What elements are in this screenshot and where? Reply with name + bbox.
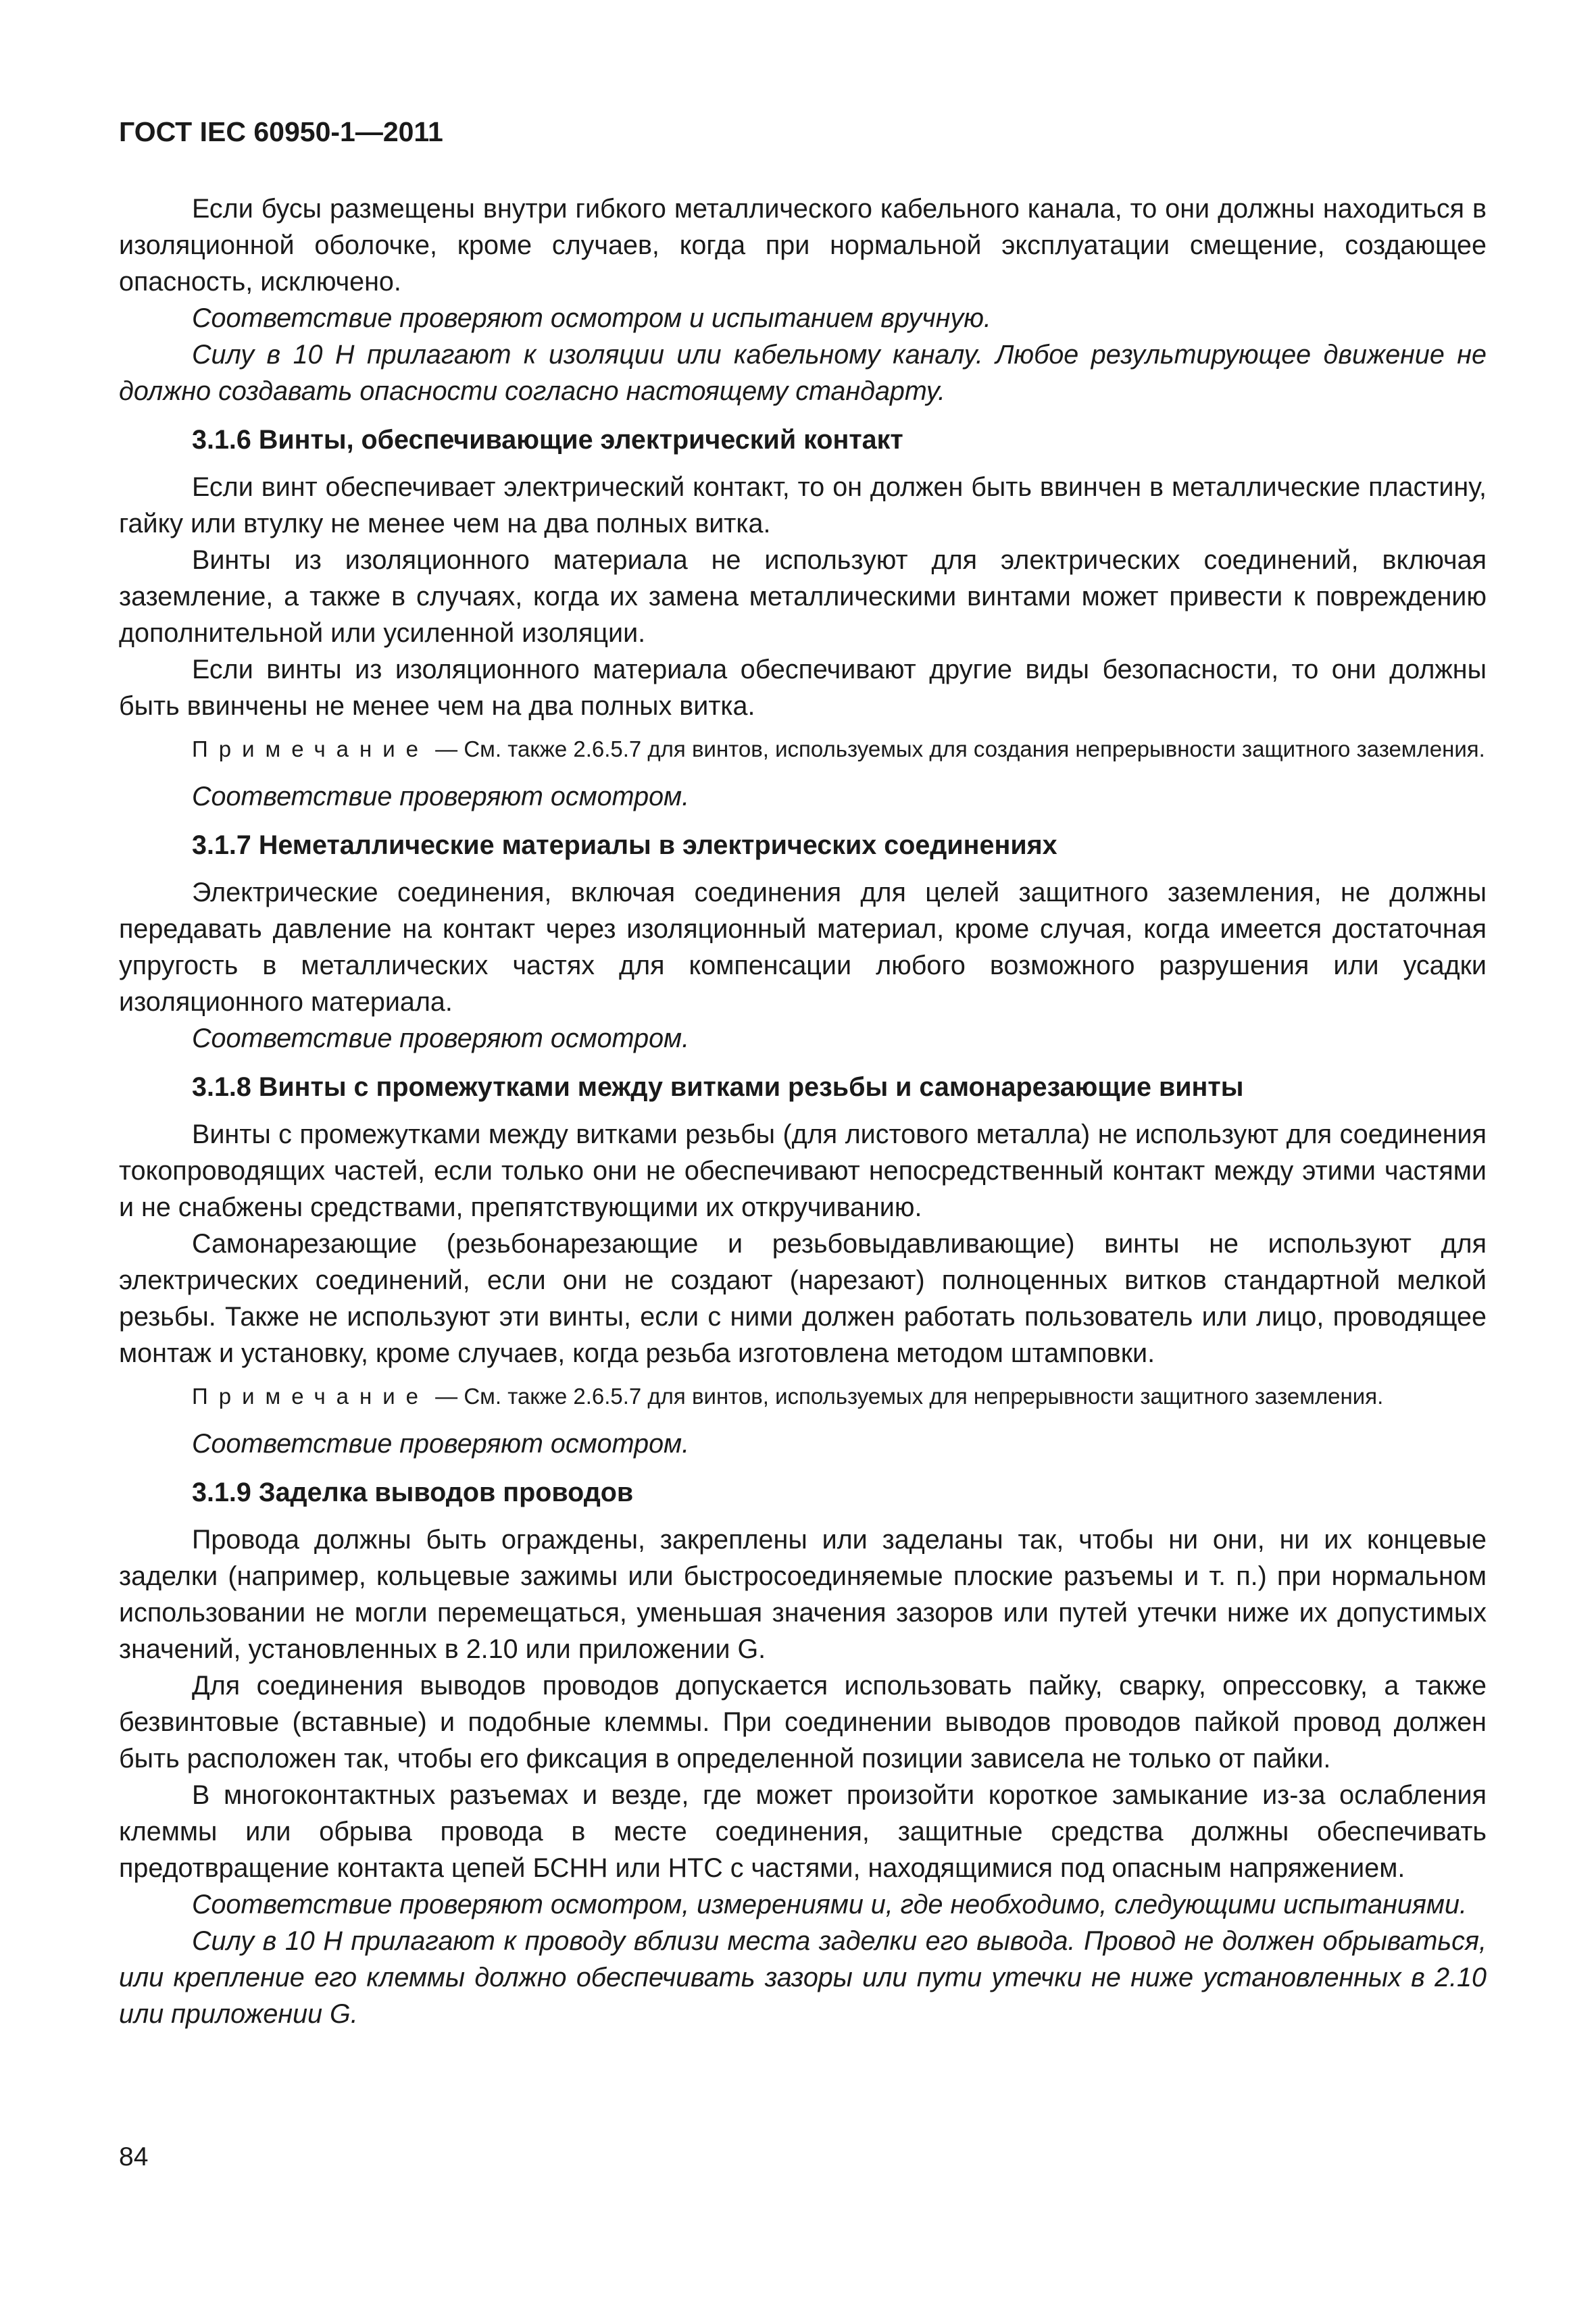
test-text: Силу в 10 Н прилагают к проводу вблизи места заделки его вывода. Провод не должен обрываться, или крепление его клеммы должно обеспечивать зазоры или пути утечки не ниже установленных в 2.10 или приложении G. — [119, 1926, 1487, 2029]
paragraph: В многоконтактных разъемах и везде, где может произойти короткое замыкание из-за ослабления клеммы или обрыва провода в месте соединения, защитные средства должны обеспечивать предотвращение контакта цепей БСНН или НТС с частями, находящимися под опасным напряжением. — [119, 1780, 1487, 1883]
paragraph: Винты с промежутками между витками резьбы (для листового металла) не используют для соединения токопроводящих частей, если только они не обеспечивают непосредственный контакт между этими частями и не снабжены средствами, препятствующими их откручиванию. — [119, 1120, 1487, 1222]
paragraph: Если винт обеспечивает электрический контакт, то он должен быть ввинчен в металлические пластину, гайку или втулку не менее чем на два полных витка. — [119, 472, 1487, 538]
note — [119, 1380, 1487, 1413]
document-page — [119, 115, 1487, 2032]
compliance-text: Соответствие проверяют осмотром и испытанием вручную. — [192, 303, 991, 333]
test-text: Силу в 10 Н прилагают к изоляции или кабельному каналу. Любое результирующее движение не должно создавать опасности согласно настоящему стандарту. — [119, 340, 1487, 406]
section-heading-3-1-9: 3.1.9 Заделка выводов проводов — [192, 1478, 634, 1507]
note-label: Примечание — [192, 736, 430, 761]
paragraph: Самонарезающие (резьбонарезающие и резьбовыдавливающие) винты не используют для электрических соединений, если они не создают (нарезают) полноценных витков стандартной мелкой резьбы. Также не используют эти винты, если с ними должен работать пользователь или лицо, проводящее монтаж и установку, кроме случаев, когда резьба изготовлена методом штамповки. — [119, 1229, 1487, 1368]
compliance-text: Соответствие проверяют осмотром. — [192, 782, 690, 811]
paragraph: Электрические соединения, включая соединения для целей защитного заземления, не должны передавать давление на контакт через изоляционный материал, кроме случая, когда имеется достаточная упругость в металлических частях для компенсации любого возможного разрушения или усадки изоляционного материала. — [119, 878, 1487, 1017]
paragraph: Винты из изоляционного материала не используют для электрических соединений, включая заземление, а также в случаях, когда их замена металлическими винтами может привести к повреждению дополнительной или усиленной изоляции. — [119, 545, 1487, 648]
compliance-text: Соответствие проверяют осмотром, измерениями и, где необходимо, следующими испытаниями. — [192, 1890, 1467, 1919]
note-text: — См. также 2.6.5.7 для винтов, используемых для непрерывности защитного заземления. — [429, 1384, 1384, 1409]
note-text: — См. также 2.6.5.7 для винтов, используемых для создания непрерывности защитного заземления. — [429, 736, 1485, 761]
section-heading-3-1-6: 3.1.6 Винты, обеспечивающие электрический контакт — [192, 425, 903, 455]
paragraph: Если бусы размещены внутри гибкого металлического кабельного канала, то они должны находиться в изоляционной оболочке, кроме случаев, когда при нормальной эксплуатации смещение, создающее опасность, исключено. — [119, 194, 1487, 297]
compliance-text: Соответствие проверяют осмотром. — [192, 1429, 690, 1459]
compliance-text: Соответствие проверяют осмотром. — [192, 1024, 690, 1053]
section-heading-3-1-8: 3.1.8 Винты с промежутками между витками резьбы и самонарезающие винты — [192, 1072, 1244, 1102]
paragraph: Провода должны быть ограждены, закреплены или заделаны так, чтобы ни они, ни их концевые заделки (например, кольцевые зажимы или быстросоединяемые плоские разъемы и т. п.) при нормальном использовании не могли перемещаться, уменьшая значения зазоров или путей утечки ниже их допустимых значений, установленных в 2.10 или приложении G. — [119, 1525, 1487, 1664]
document-header: ГОСТ IEC 60950-1—2011 — [119, 116, 443, 147]
section-heading-3-1-7: 3.1.7 Неметаллические материалы в электрических соединениях — [192, 830, 1057, 860]
page-number: 84 — [119, 2142, 149, 2171]
paragraph: Для соединения выводов проводов допускается использовать пайку, сварку, опрессовку, а также безвинтовые (вставные) и подобные клеммы. При соединении выводов проводов пайкой провод должен быть расположен так, чтобы его фиксация в определенной позиции зависела не только от пайки. — [119, 1671, 1487, 1774]
note — [119, 732, 1487, 766]
note-label: Примечание — [192, 1384, 430, 1409]
paragraph: Если винты из изоляционного материала обеспечивают другие виды безопасности, то они должны быть ввинчены не менее чем на два полных витка. — [119, 655, 1487, 721]
